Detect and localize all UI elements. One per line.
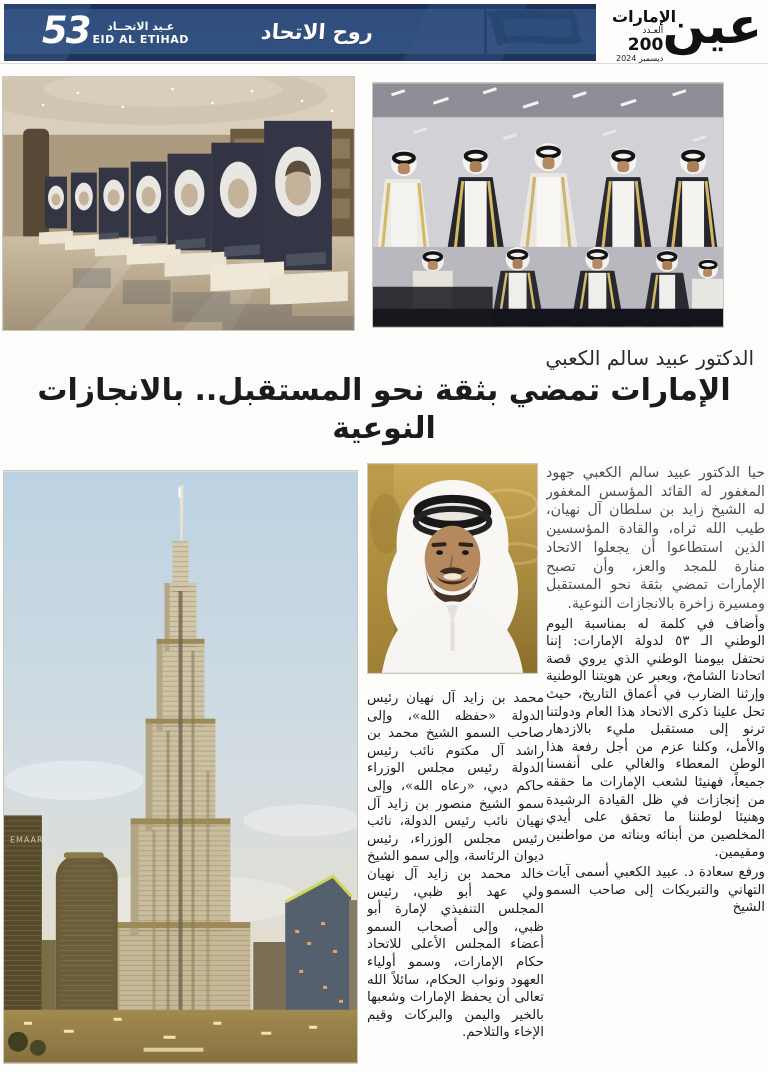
dr-alkaabi-portrait-photo — [367, 463, 538, 674]
article-lead-paragraph: حيا الدكتور عبيد سالم الكعبي جهود المغفور له القائد المؤسس المغفور له الشيخ زايد بن سلطان آل نهيان، طيب الله ثراه، والقادة المؤسسين الذين استطاعوا أن يجعلوا الاتحاد منارة للمجد والعز، وأن تصبح الإمارات تمضي بثقة نحو المستقبل ومسيرة زاخرة بالانجازات النوعية. — [546, 465, 765, 612]
article-column-right — [546, 464, 765, 1065]
badge-number: 53 — [42, 9, 90, 52]
article-paragraph-2: وأضاف في كلمة له بمناسبة اليوم الوطني الـ ٥٣ لدولة الإمارات: إننا نحتفل بيومنا الوطني الذي يروي قصة اتحادنا الشامخ، ويعبر عن هويتنا الوطنية وإرثنا الضارب في أعماق التاريخ، حيث تحل علينا ذكرى الاتحاد هذا العام ودولتنا ترنو إلى مستقبل مليء بالازدهار والأمل، وكلنا عزم من أجل رفعة هذا الوطن المعطاء والغالي على أنفسنا جميعاً، فهنيئا لشعب الإمارات ما حققه من إنجازات في ظل القيادة الرشيدة وهنيئا لوطننا ما تحقق على أيدي المخلصين من أبنائه وبناته من مواطنين ومقيمين. — [546, 616, 765, 861]
masthead-title: عين — [662, 0, 762, 55]
issue-date: ديسمبر 2024 — [616, 54, 664, 63]
leaders-group-photo — [372, 82, 724, 328]
article-headline: الإمارات تمضي بثقة نحو المستقبل.. بالانجازات النوعية — [37, 373, 731, 446]
article-continuation-paragraph: محمد بن زايد آل نهيان رئيس الدولة «حفظه الله»، وإلى صاحب السمو الشيخ محمد بن راشد آل مكتوم نائب رئيس الدولة رئيس مجلس الوزراء حاكم دبي، «رعاه الله»، وإلى سمو الشيخ منصور بن زايد آل نهيان نائب رئيس الدولة، نائب رئيس مجلس الوزراء، رئيس ديوان الرئاسة، وإلى سمو الشيخ خالد محمد بن زايد آل نهيان ولي عهد أبو ظبي، رئيس المجلس التنفيذي لإمارة أبو ظبي، وإلى أصحاب السمو أعضاء المجلس الأعلى للاتحاد حكام الإمارات، وسمو أولياء العهود ونواب الحكام، سائلاً الله تعالى أن يحفظ الإمارات وشعبها بالخير واليمن والبركات وقيم الإخاء والتلاحم. — [367, 691, 544, 1041]
issue-label: العـدد — [642, 26, 664, 36]
spirit-of-union-calligraphy: روح الاتحاد — [260, 20, 374, 44]
article-paragraph-3: ورفع سعادة د. عبيد الكعبي أسمى آيات التهاني والتبريكات إلى صاحب السمو الشيخ — [546, 864, 765, 916]
museum-exhibition-photo — [2, 76, 355, 331]
issue-block — [616, 26, 663, 64]
masthead-subtitle: الإمارات — [612, 7, 677, 26]
article-kicker: الدكتور عبيد سالم الكعبي — [545, 346, 754, 370]
masthead-ain-alemarat — [600, 0, 764, 63]
badge-arabic-label: عـيد الاتحــاد — [107, 19, 175, 33]
svg-text:EMAAR: EMAAR — [9, 835, 44, 845]
badge-english-label: EID AL ETIHAD — [92, 32, 189, 46]
eid-53-badge — [42, 11, 189, 51]
burj-khalifa-photo — [3, 470, 358, 1064]
issue-number: 200 — [627, 35, 664, 55]
eid-banner — [4, 4, 596, 61]
flag-watermark-icon — [472, 6, 592, 60]
article-column-middle — [367, 690, 544, 1043]
